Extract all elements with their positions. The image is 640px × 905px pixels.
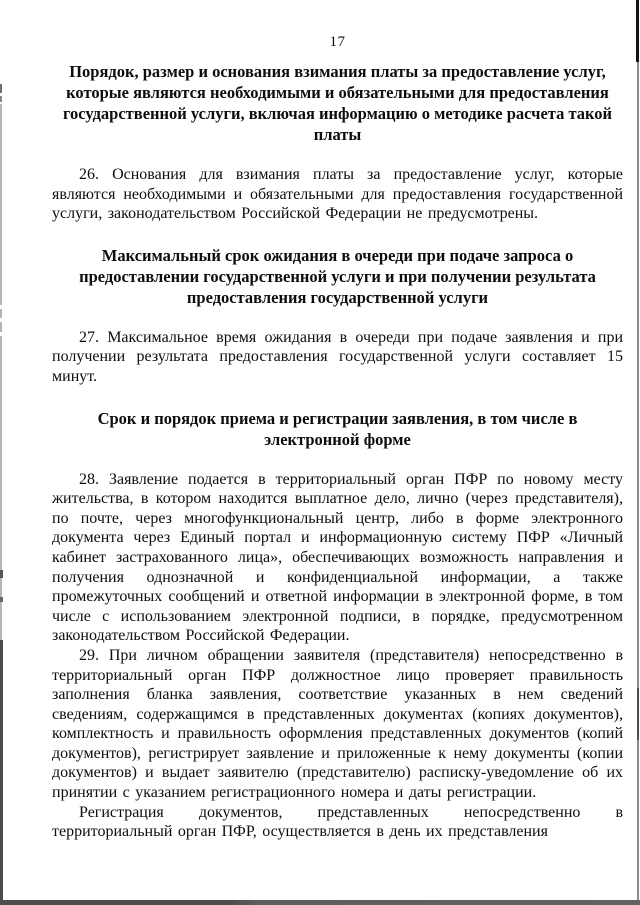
scan-artifact-bottom-strip [0, 900, 640, 905]
heading-payment-terms: Порядок, размер и основания взимания платы за предоставление услуг, которые являются необходимыми и обязательными для предоставления государственной услуги, включая информацию о методике расчета такой платы [62, 62, 613, 144]
scan-artifact-left-dash [0, 96, 2, 102]
scan-artifact-left-gap [0, 305, 2, 309]
scan-artifact-right-line-top [636, 0, 639, 62]
scan-artifact-left-tick [0, 597, 3, 602]
scan-artifact-left-gap [0, 318, 2, 322]
scan-artifact-left-line-dark [0, 640, 3, 905]
heading-application-registration: Срок и порядок приема и регистрации заявления, в том числе в электронной форме [97, 408, 578, 449]
scan-artifact-left-tick [0, 570, 3, 578]
paragraph-item-29: 29. При личном обращении заявителя (представителя) непосредственно в территориальный орган ПФР должностное лицо проверяет правильность заполнения бланка заявления, соответствие указанных в нем сведений сведениям, содержащимся в представленных документах (копиях документов), комплектность и правильность оформления представленных документов (копий документов), регистрирует заявление и приложенные к нему документы (копии документов) и выдает заявителю (представителю) расписку-уведомление об их принятии с указанием регистрационного номера и даты регистрации. [52, 646, 623, 802]
paragraph-item-28: 28. Заявление подается в территориальный орган ПФР по новому месту жительства, в котором находится выплатное дело, лично (через представителя), по почте, через многофункциональный центр, либо в форме электронного документа через Единый портал и информационную систему ПФР «Личный кабинет застрахованного лица», обеспечивающих возможность направления и получения однозначной и конфиденциальной информации, а также промежуточных сообщений и ответной информации в электронной форме, в том числе с использованием электронной подписи, в порядке, предусмотренном законодательством Российской Федерации. [52, 470, 623, 645]
page-number: 17 [329, 34, 346, 50]
heading-max-waiting-time: Максимальный срок ожидания в очереди при подаче запроса о предоставлении государственной услуги и при получении результата предоставления государственной услуги [79, 245, 596, 307]
paragraph-item-27: 27. Максимальное время ожидания в очереди при подаче заявления и при получении результата предоставления государственной услуги составляет 15 минут. [52, 328, 623, 385]
paragraph-item-26: 26. Основания для взимания платы за предоставление услуг, которые являются необходимыми и обязательными для предоставления государственной услуги, законодательством Российской Федерации не предусмотрены. [52, 166, 623, 223]
scan-artifact-left-line [0, 104, 2, 640]
scan-artifact-right-line [637, 62, 639, 905]
paragraph-registration-day: Регистрация документов, представленных непосредственно в территориальный орган ПФР, осуществляется в день их представления [52, 803, 623, 841]
scan-artifact-left-gap [0, 332, 2, 336]
scan-artifact-left-dash [0, 84, 2, 93]
document-content [52, 0, 623, 842]
scan-artifact-right-line-dark [637, 688, 639, 740]
